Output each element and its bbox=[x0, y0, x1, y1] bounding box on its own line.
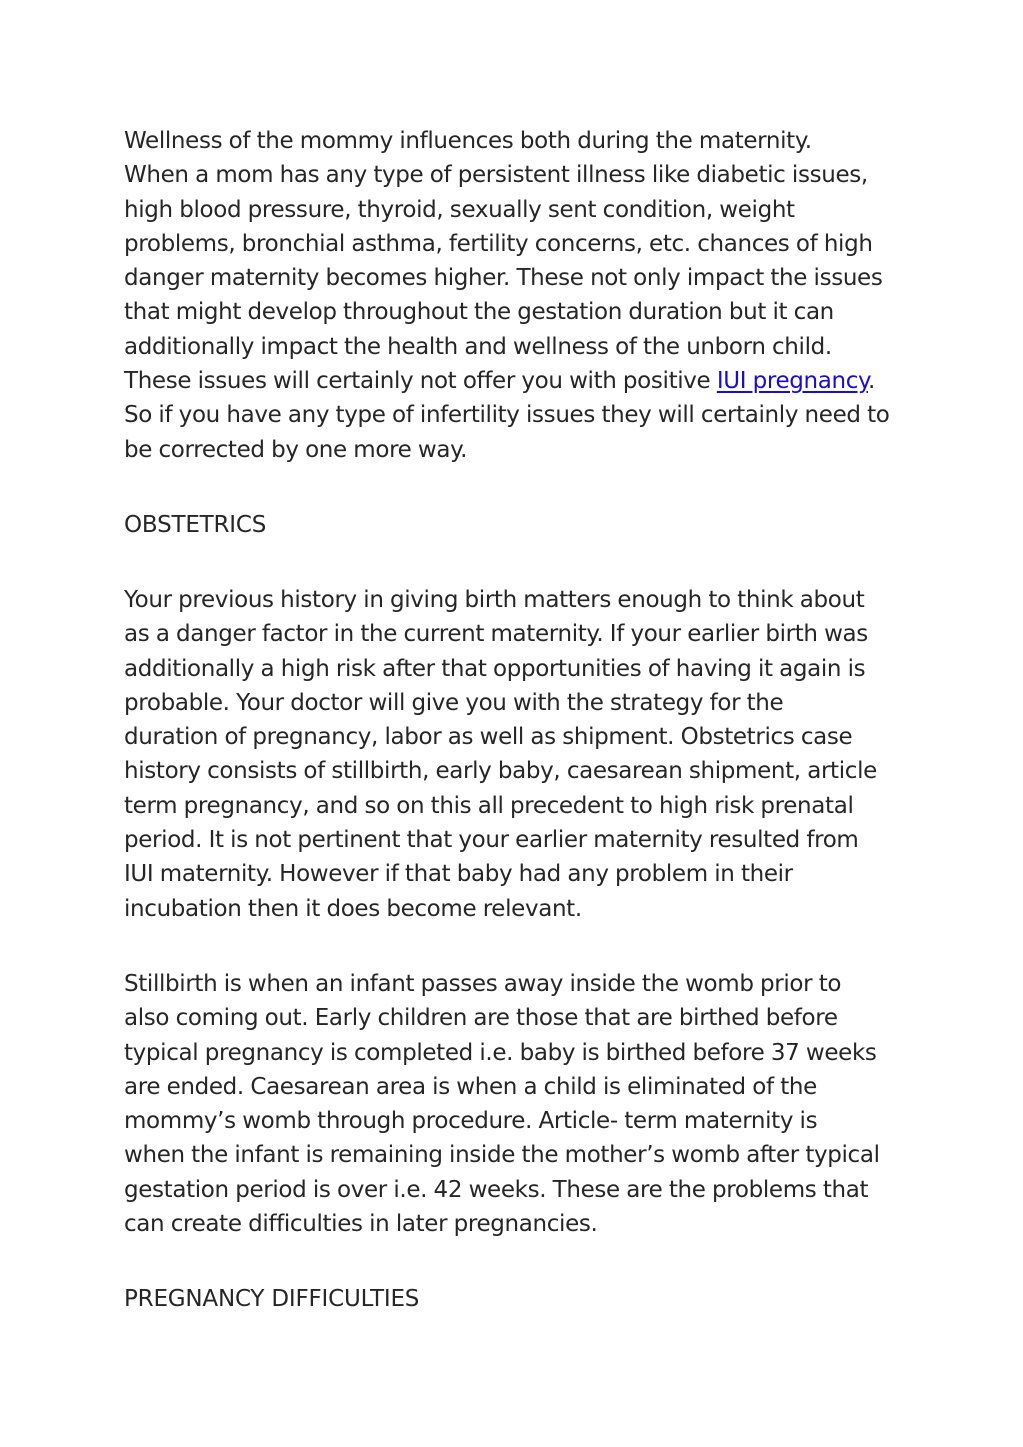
paragraph-maternal-health bbox=[124, 124, 904, 467]
spacer bbox=[124, 542, 904, 583]
text-line: additionally a high risk after that opportunities of having it again is bbox=[124, 655, 866, 682]
text-line: Your previous history in giving birth matters enough to think about bbox=[124, 586, 865, 613]
text-line: when the infant is remaining inside the mother’s womb after typical bbox=[124, 1142, 880, 1169]
section-heading-obstetrics: OBSTETRICS bbox=[124, 511, 267, 538]
text-line: high blood pressure, thyroid, sexually sent condition, weight bbox=[124, 196, 795, 223]
text-line: are ended. Caesarean area is when a child is eliminated of the bbox=[124, 1073, 817, 1100]
text-line: typical pregnancy is completed i.e. baby is birthed before 37 weeks bbox=[124, 1039, 877, 1066]
text-line: problems, bronchial asthma, fertility concerns, etc. chances of high bbox=[124, 230, 873, 257]
text-line-with-link bbox=[124, 364, 904, 398]
text-line: duration of pregnancy, labor as well as shipment. Obstetrics case bbox=[124, 724, 853, 751]
text-line: So if you have any type of infertility issues they will certainly need to bbox=[124, 402, 890, 429]
spacer bbox=[124, 1241, 904, 1282]
paragraph-obstetrics-history bbox=[124, 583, 904, 926]
text-line: Wellness of the mommy influences both during the maternity. bbox=[124, 128, 812, 154]
text-line: Stillbirth is when an infant passes away inside the womb prior to bbox=[124, 970, 842, 997]
text-line: IUI maternity. However if that baby had any problem in their bbox=[124, 861, 793, 888]
document-page bbox=[124, 124, 904, 1316]
paragraph-definitions bbox=[124, 967, 904, 1241]
text-line: as a danger factor in the current maternity. If your earlier birth was bbox=[124, 621, 868, 648]
text-line: can create difficulties in later pregnancies. bbox=[124, 1211, 598, 1238]
spacer bbox=[124, 467, 904, 508]
text-line: history consists of stillbirth, early baby, caesarean shipment, article bbox=[124, 758, 877, 785]
text-line: term pregnancy, and so on this all precedent to high risk prenatal bbox=[124, 792, 854, 819]
text-line: mommy’s womb through procedure. Article- term maternity is bbox=[124, 1108, 818, 1135]
text-line: period. It is not pertinent that your earlier maternity resulted from bbox=[124, 827, 859, 854]
text-fragment: These issues will certainly not offer you with positive bbox=[124, 368, 717, 395]
text-fragment: . bbox=[868, 368, 875, 395]
text-line: incubation then it does become relevant. bbox=[124, 895, 582, 922]
text-line: gestation period is over i.e. 42 weeks. These are the problems that bbox=[124, 1176, 869, 1203]
section-heading-pregnancy-difficulties: PREGNANCY DIFFICULTIES bbox=[124, 1286, 420, 1313]
text-line: When a mom has any type of persistent illness like diabetic issues, bbox=[124, 162, 868, 189]
text-line: be corrected by one more way. bbox=[124, 436, 468, 463]
text-line: additionally impact the health and wellness of the unborn child. bbox=[124, 333, 832, 360]
text-line: danger maternity becomes higher. These not only impact the issues bbox=[124, 265, 883, 292]
spacer bbox=[124, 926, 904, 967]
text-line: that might develop throughout the gestation duration but it can bbox=[124, 299, 834, 326]
iui-pregnancy-link[interactable]: IUI pregnancy bbox=[716, 368, 869, 395]
text-line: probable. Your doctor will give you with the strategy for the bbox=[124, 689, 784, 716]
text-line: also coming out. Early children are those that are birthed before bbox=[124, 1005, 838, 1032]
